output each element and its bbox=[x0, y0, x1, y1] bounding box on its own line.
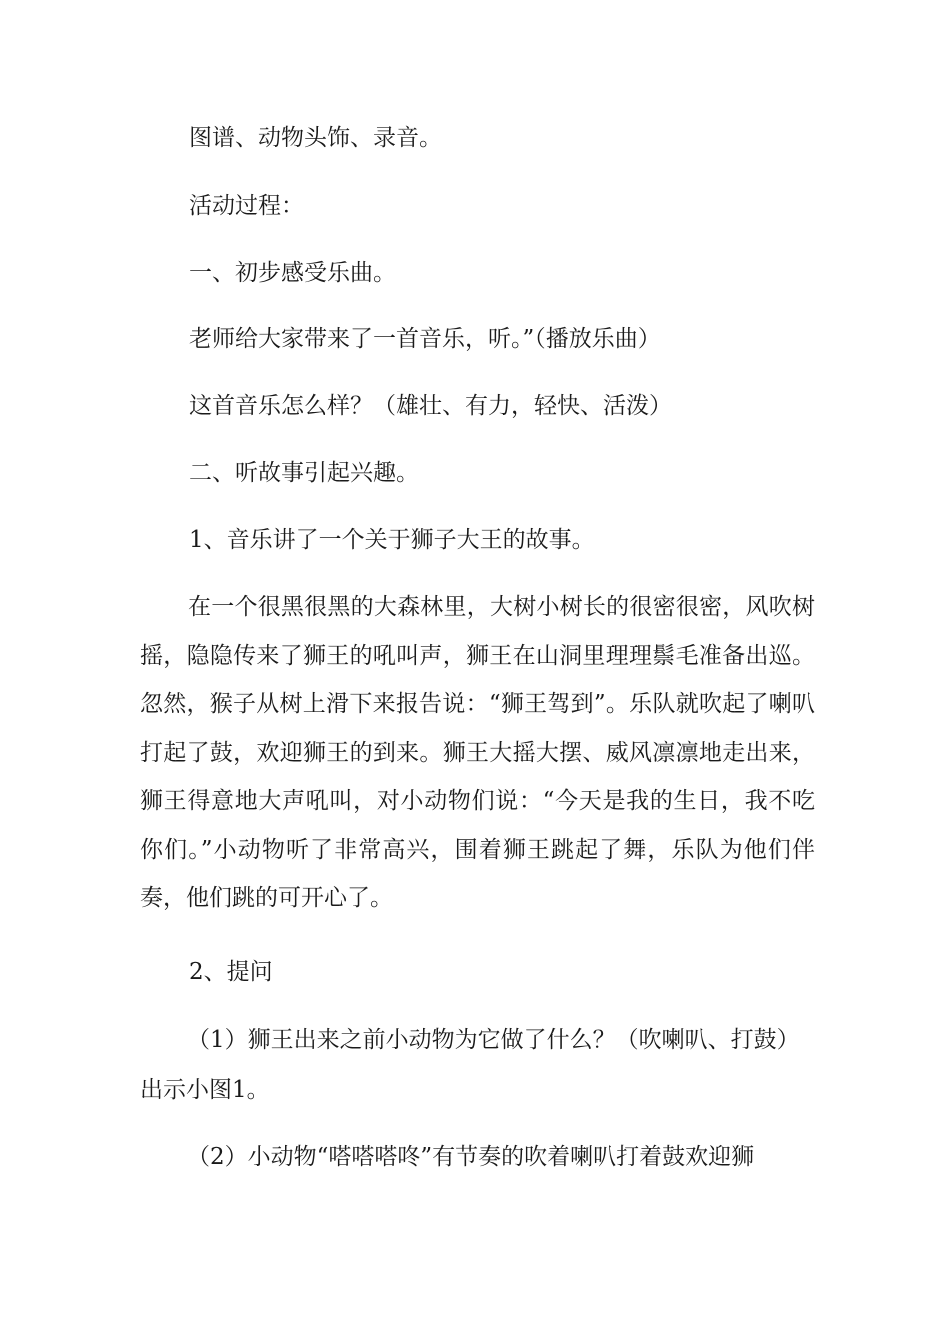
step2-item2: 2、提问 bbox=[189, 959, 273, 985]
question1-line1: （1）狮王出来之前小动物为它做了什么？（吹喇叭、打鼓） bbox=[187, 1027, 800, 1053]
step1-line1: 老师给大家带来了一首音乐，听。”（播放乐曲） bbox=[189, 326, 661, 352]
step1-line2: 这首音乐怎么样？（雄壮、有力，轻快、活泼） bbox=[189, 393, 672, 419]
step2-item1: 1、音乐讲了一个关于狮子大王的故事。 bbox=[189, 527, 595, 553]
question1-line2: 出示小图1。 bbox=[140, 1077, 270, 1103]
step1-heading: 一、初步感受乐曲。 bbox=[189, 260, 396, 286]
process-heading: 活动过程： bbox=[189, 193, 304, 219]
step2-heading: 二、听故事引起兴趣。 bbox=[189, 460, 419, 486]
question2-line1: （2）小动物“嗒嗒嗒咚”有节奏的吹着喇叭打着鼓欢迎狮 bbox=[187, 1144, 755, 1170]
story-paragraph: 在一个很黑很黑的大森林里，大树小树长的很密很密，风吹树摇，隐隐传来了狮王的吼叫声，狮王在山洞里理理鬃毛准备出巡。忽然，猴子从树上滑下来报告说：“狮王驾到”。乐队就吹起了喇叭打起了鼓，欢迎狮王的到来。狮王大摇大摆、威风凛凛地走出来，狮王得意地大声吼叫，对小动物们说：“今天是我的生日，我不吃你们。”小动物听了非常高兴，围着狮王跳起了舞，乐队为他们伴奏，他们跳的可开心了。 bbox=[140, 594, 815, 911]
materials-line: 图谱、动物头饰、录音。 bbox=[189, 125, 442, 151]
